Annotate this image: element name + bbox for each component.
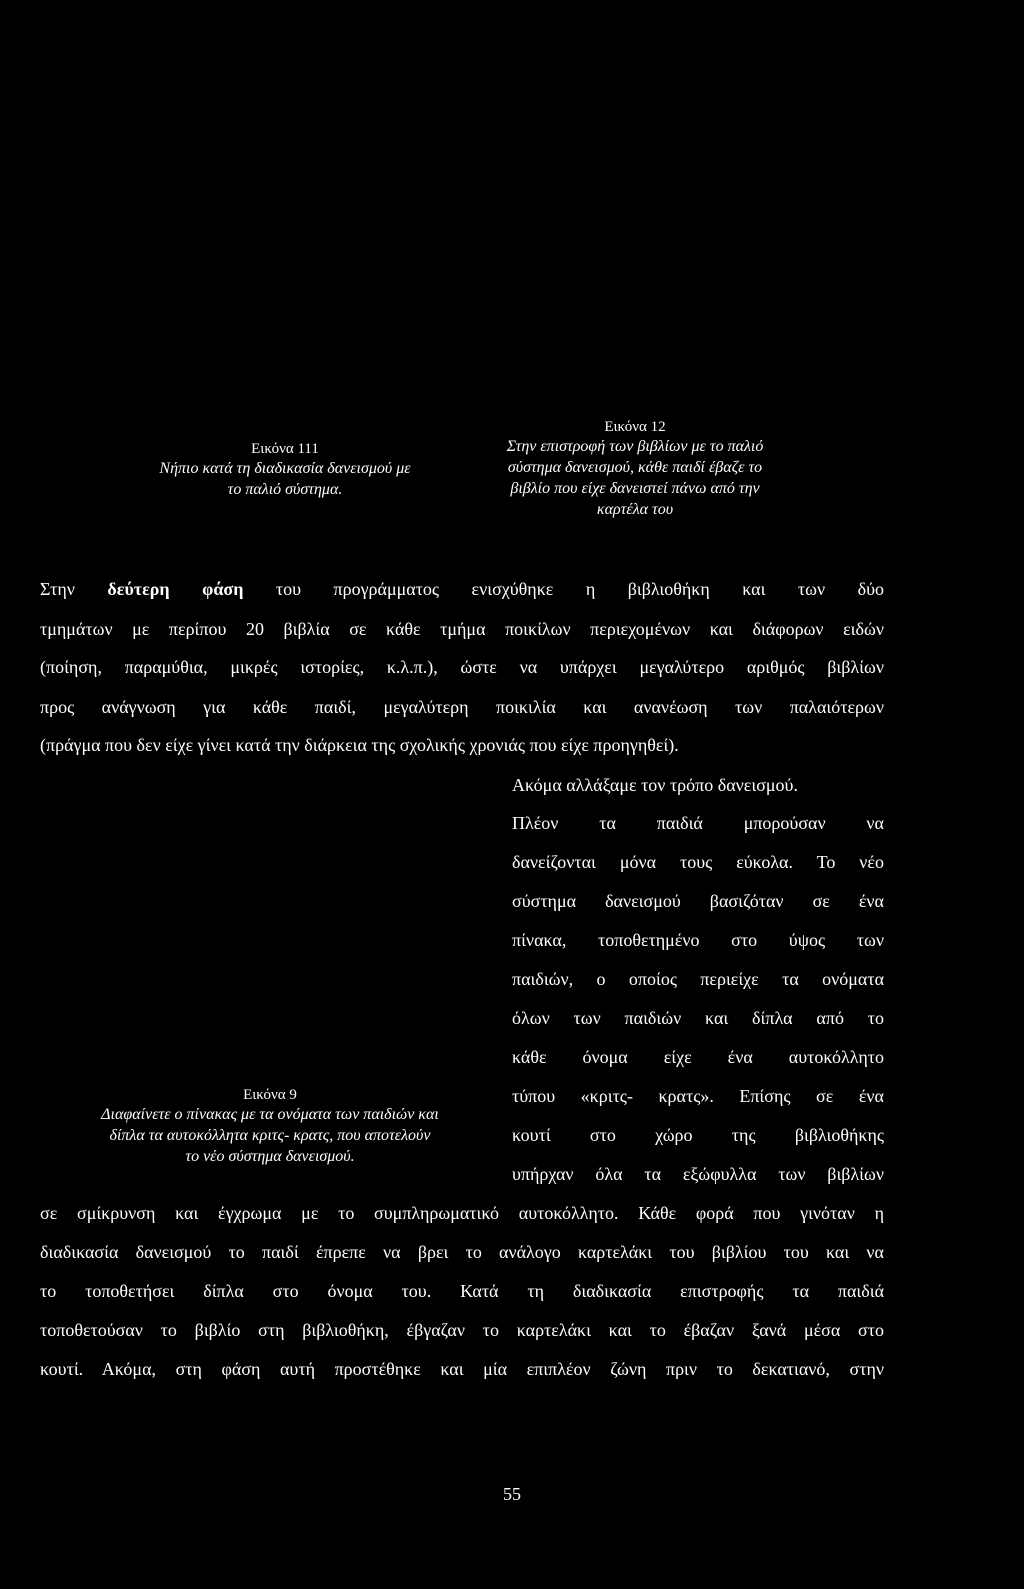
figure-12-caption-line: σύστημα δανεισμού, κάθε παιδί έβαζε το: [507, 459, 763, 476]
figure-111-caption-line: το παλιό σύστημα.: [227, 481, 343, 498]
figure-9-caption-line: Διαφαίνετε ο πίνακας με τα ονόματα των παιδιών και: [101, 1106, 439, 1123]
figure-111-caption: [140, 440, 430, 500]
body-text-line: (πράγμα που δεν είχε γίνει κατά την διάρκεια της σχολικής χρονιάς που είχε προηγηθεί).: [40, 735, 679, 755]
body-text-line: σε σμίκρυνση και έγχρωμα με το συμπληρωματικό αυτοκόλλητο. Κάθε φορά που γινόταν η: [40, 1203, 884, 1223]
figure-12-title: Εικόνα 12: [604, 419, 666, 435]
body-text-line: το τοποθετήσει δίπλα στο όνομα του. Κατά τη διαδικασία επιστροφής τα παιδιά: [40, 1281, 884, 1301]
body-text-line: προς ανάγνωση για κάθε παιδί, μεγαλύτερη ποικιλία και ανανέωση των παλαιότερων: [40, 697, 884, 717]
figure-12-caption-line: βιβλίο που είχε δανειστεί πάνω από την: [510, 480, 760, 497]
text-run: του προγράμματος ενισχύθηκε η βιβλιοθήκη και των δύο: [243, 579, 884, 599]
body-text-line: υπήρχαν όλα τα εξώφυλλα των βιβλίων: [512, 1164, 884, 1184]
body-text-line: Πλέον τα παιδιά μπορούσαν να: [512, 813, 884, 833]
figure-12-caption-line: Στην επιστροφή των βιβλίων με το παλιό: [506, 438, 764, 455]
body-text-line: κουτί. Ακόμα, στη φάση αυτή προστέθηκε και μία επιπλέον ζώνη πριν το δεκατιανό, στην: [40, 1359, 884, 1379]
figure-111-title: Εικόνα 111: [251, 441, 319, 457]
body-text-line: παιδιών, ο οποίος περιείχε τα ονόματα: [512, 969, 884, 989]
body-text-line: τμημάτων με περίπου 20 βιβλία σε κάθε τμήμα ποικίλων περιεχομένων και διάφορων ειδών: [40, 619, 884, 639]
figure-12-caption: [460, 418, 810, 520]
body-text-line: [40, 578, 884, 600]
figure-111-caption-line: Νήπιο κατά τη διαδικασία δανεισμού με: [159, 460, 411, 477]
body-text-line: κουτί στο χώρο της βιβλιοθήκης: [512, 1125, 884, 1145]
text-run: Στην: [40, 579, 108, 599]
body-text-line: κάθε όνομα είχε ένα αυτοκόλλητο: [512, 1047, 884, 1067]
body-text-line: δανείζονται μόνα τους εύκολα. Το νέο: [512, 852, 884, 872]
figure-12-caption-line: καρτέλα του: [596, 501, 674, 518]
bold-term: δεύτερη φάση: [107, 579, 244, 599]
body-text-line: πίνακα, τοποθετημένο στο ύψος των: [512, 930, 884, 950]
figure-9-caption-line: το νέο σύστημα δανεισμού.: [185, 1148, 355, 1165]
body-text-line: (ποίηση, παραμύθια, μικρές ιστορίες, κ.λ.π.), ώστε να υπάρχει μεγαλύτερο αριθμός βιβλίων: [40, 657, 884, 677]
page-number: 55: [503, 1484, 521, 1504]
figure-9-title: Εικόνα 9: [243, 1087, 297, 1103]
body-text-line: τύπου «κριτς- κρατς». Επίσης σε ένα: [512, 1086, 884, 1106]
body-text-line: τοποθετούσαν το βιβλίο στη βιβλιοθήκη, έβγαζαν το καρτελάκι και το έβαζαν ξανά μέσα στο: [40, 1320, 884, 1340]
figure-9-caption-line: δίπλα τα αυτοκόλλητα κριτς- κρατς, που αποτελούν: [109, 1127, 431, 1144]
figure-9-caption: [40, 1086, 500, 1167]
body-text-line: Ακόμα αλλάξαμε τον τρόπο δανεισμού.: [512, 775, 798, 795]
body-text-line: σύστημα δανεισμού βασιζόταν σε ένα: [512, 891, 884, 911]
body-text-line: διαδικασία δανεισμού το παιδί έπρεπε να βρει το ανάλογο καρτελάκι του βιβλίου του και να: [40, 1242, 884, 1262]
body-text-line: όλων των παιδιών και δίπλα από το: [512, 1008, 884, 1028]
